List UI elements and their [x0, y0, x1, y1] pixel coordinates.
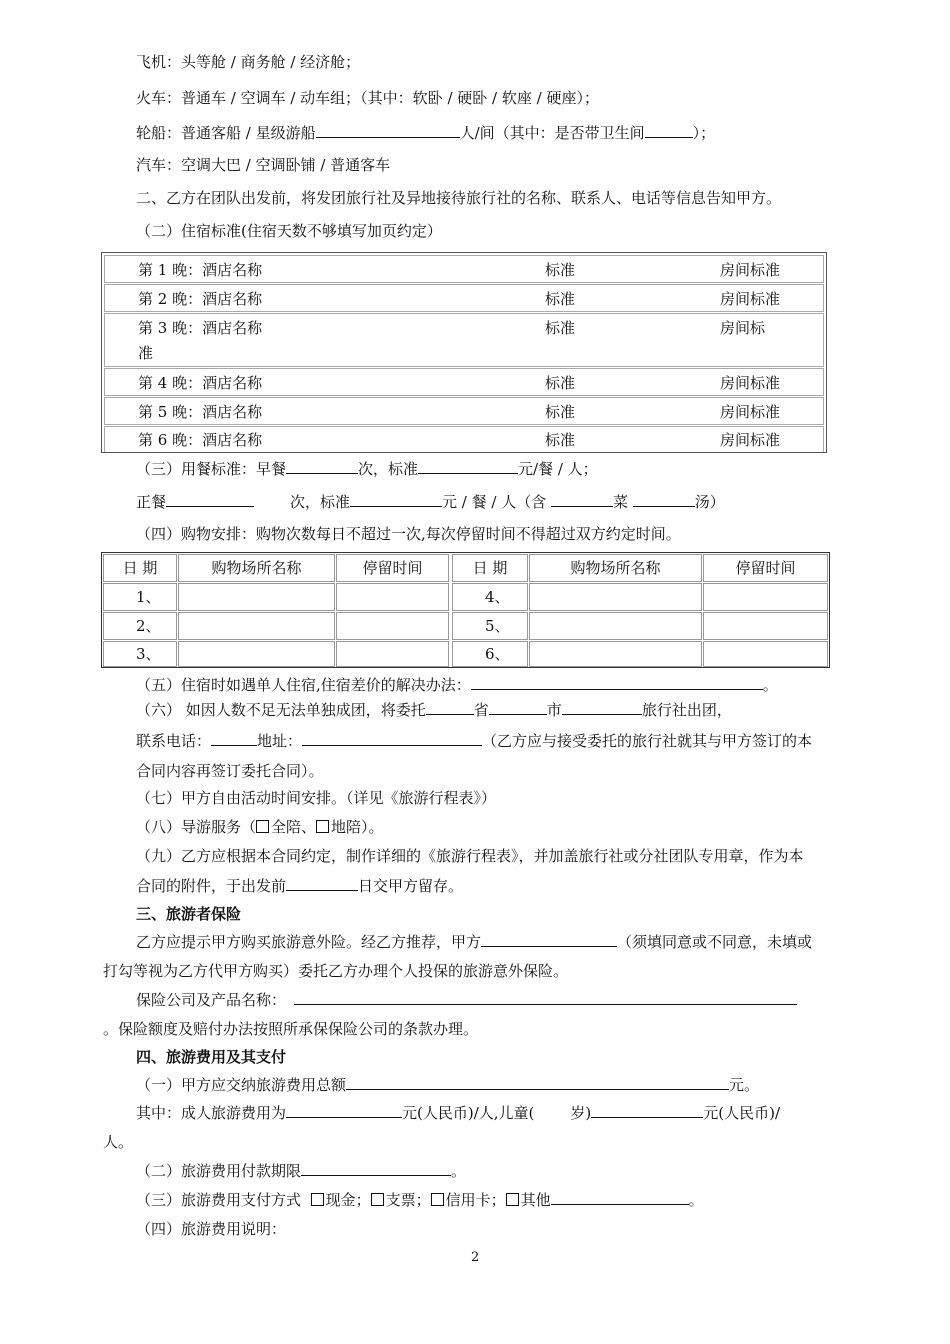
room-standard-wrap: 准: [138, 344, 154, 362]
night-label: 第 1 晚：酒店名称: [138, 261, 263, 279]
stay-cell[interactable]: [703, 612, 828, 640]
fees-method-line: [136, 1190, 704, 1210]
fees-text: 现金；: [325, 1191, 371, 1209]
meals-text: 菜: [613, 493, 629, 511]
child-fee-blank[interactable]: [591, 1103, 703, 1118]
stay-cell[interactable]: [336, 641, 449, 667]
lodging-row: [104, 426, 824, 452]
soup-blank[interactable]: [633, 492, 695, 507]
date-cell: 3、: [103, 641, 177, 667]
col-stay: 停留时间: [703, 554, 828, 582]
place-cell[interactable]: [178, 583, 335, 611]
meals-text: 元/餐 / 人；: [518, 460, 598, 478]
lodging-row: [104, 313, 824, 367]
fees-text: 信用卡；: [445, 1191, 506, 1209]
meals-text: 汤）: [694, 493, 725, 511]
address-blank[interactable]: [302, 731, 482, 746]
night-label: 第 5 晚：酒店名称: [138, 403, 263, 421]
standard-label: 标准: [545, 261, 576, 279]
standard-label: 标准: [545, 319, 576, 337]
guide-text: 全陪、: [271, 818, 317, 836]
delegate-text: 旅行社出团，: [641, 701, 732, 719]
room-standard-label: 房间标准: [720, 290, 781, 308]
meals-text: （三）用餐标准：早餐: [136, 460, 287, 478]
insurance-consent-blank[interactable]: [481, 932, 617, 947]
night-label: 第 3 晚：酒店名称: [138, 319, 263, 337]
fees-text: 其中：成人旅游费用为: [136, 1104, 287, 1122]
meals-line-1: [136, 459, 598, 479]
transport-ship: [136, 123, 715, 143]
meals-text: 次，标准: [358, 460, 419, 478]
local-guide-checkbox[interactable]: [316, 820, 329, 833]
notify-paragraph: 二、乙方在团队出发前，将发团旅行社及异地接待旅行社的名称、联系人、电话等信息告知甲方。: [136, 189, 782, 207]
stay-cell[interactable]: [703, 641, 828, 667]
lodging-table: [101, 252, 827, 453]
itinerary-text: 日交甲方留存。: [358, 877, 464, 895]
fees-deadline-line: [136, 1161, 466, 1181]
fees-text: 。: [688, 1191, 704, 1209]
fees-text: 。: [451, 1162, 467, 1180]
payment-deadline-blank[interactable]: [301, 1161, 451, 1176]
ship-text-b: 人/间（其中：是否带卫生间: [459, 124, 645, 142]
guide-text: （八）导游服务（: [136, 818, 257, 836]
delegate-line-1: [136, 700, 732, 720]
breakfast-standard-blank[interactable]: [418, 459, 518, 474]
standard-label: 标准: [545, 403, 576, 421]
meals-text: 元 / 餐 / 人（含: [442, 493, 547, 511]
fees-breakdown-line: [136, 1103, 780, 1123]
fees-text: 其他: [520, 1191, 551, 1209]
date-cell: 1、: [103, 583, 177, 611]
col-stay: 停留时间: [336, 554, 449, 582]
adult-fee-blank[interactable]: [286, 1103, 402, 1118]
itinerary-line-1: （九）乙方应根据本合同约定，制作详细的《旅游行程表》，并加盖旅行社或分社团队专用章，作为本: [136, 847, 804, 865]
lodging-row: [104, 284, 824, 312]
full-escort-checkbox[interactable]: [256, 820, 269, 833]
shopping-table: [101, 552, 830, 668]
dinner-count-blank[interactable]: [166, 492, 254, 507]
transport-plane: 飞机：头等舱 / 商务舱 / 经济舱；: [136, 53, 361, 71]
insurance-text: 乙方应提示甲方购买旅游意外险。经乙方推荐，甲方: [136, 933, 482, 951]
guide-line: [136, 817, 384, 837]
fees-notes-line: （四）旅游费用说明：: [136, 1220, 287, 1238]
insurer-product-blank[interactable]: [294, 990, 797, 1005]
meals-text: 次，标准: [290, 493, 351, 511]
insurance-heading: 三、旅游者保险: [136, 905, 242, 923]
credit-card-checkbox[interactable]: [431, 1193, 444, 1206]
night-label: 第 4 晚：酒店名称: [138, 374, 263, 392]
place-cell[interactable]: [529, 641, 702, 667]
room-standard-label: 房间标准: [720, 374, 781, 392]
ship-text-a: 轮船：普通客船 / 星级游船: [136, 124, 316, 142]
insurance-line-3: [136, 990, 797, 1010]
insurance-line-2: 打勾等视为乙方代甲方购买）委托乙方办理个人投保的旅游意外保险。: [103, 962, 569, 980]
place-cell[interactable]: [529, 583, 702, 611]
stay-cell[interactable]: [336, 612, 449, 640]
meals-line-2: [136, 492, 725, 512]
itinerary-line-2: [136, 876, 463, 896]
col-date: 日 期: [103, 554, 177, 582]
cheque-checkbox[interactable]: [371, 1193, 384, 1206]
fees-text: 元(人民币)/: [703, 1104, 781, 1122]
insurance-text: （须填同意或不同意，未填或: [617, 933, 813, 951]
province-blank[interactable]: [426, 700, 474, 715]
itinerary-days-blank[interactable]: [286, 876, 358, 891]
lodging-heading: （二）住宿标准(住宿天数不够填写加页约定）: [136, 222, 442, 240]
itinerary-text: 合同的附件，于出发前: [136, 877, 287, 895]
fees-heading: 四、旅游费用及其支付: [136, 1048, 287, 1066]
breakfast-count-blank[interactable]: [286, 459, 358, 474]
transport-train: 火车：普通车 / 空调车 / 动车组；（其中：软卧 / 硬卧 / 软座 / 硬座）；: [136, 89, 599, 107]
phone-blank[interactable]: [211, 731, 257, 746]
delegate-text: 省: [473, 701, 489, 719]
place-cell[interactable]: [529, 612, 702, 640]
fees-total-line: [136, 1075, 759, 1095]
room-standard-label: 房间标准: [720, 403, 781, 421]
standard-label: 标准: [545, 431, 576, 449]
fees-text: 岁): [570, 1104, 592, 1122]
delegate-text: （乙方应与接受委托的旅行社就其与甲方签订的本: [482, 732, 813, 750]
cash-checkbox[interactable]: [311, 1193, 324, 1206]
shopping-heading: （四）购物安排：购物次数每日不超过一次,每次停留时间不得超过双方约定时间。: [136, 525, 681, 543]
night-label: 第 2 晚：酒店名称: [138, 290, 263, 308]
room-standard-label: 房间标准: [720, 261, 781, 279]
delegate-text: 联系电话：: [136, 732, 212, 750]
col-place: 购物场所名称: [178, 554, 335, 582]
stay-cell[interactable]: [703, 583, 828, 611]
fees-text: （一）甲方应交纳旅游费用总额: [136, 1076, 347, 1094]
col-place: 购物场所名称: [529, 554, 702, 582]
fees-text: 元(人民币)/人,儿童(: [402, 1104, 535, 1122]
fees-breakdown-wrap: 人。: [103, 1133, 134, 1151]
delegate-line-2: [136, 731, 812, 751]
meals-text: 正餐: [136, 493, 167, 511]
transport-bus: 汽车：空调大巴 / 空调卧铺 / 普通客车: [136, 156, 391, 174]
guide-text: 地陪）。: [331, 818, 384, 836]
dinner-standard-blank[interactable]: [350, 492, 442, 507]
fees-text: （二）旅游费用付款期限: [136, 1162, 302, 1180]
standard-label: 标准: [545, 374, 576, 392]
delegate-text: 地址：: [257, 732, 303, 750]
single-room-end: 。: [762, 676, 778, 694]
room-standard-label: 房间标: [720, 319, 766, 337]
delegate-text: 市: [546, 701, 562, 719]
lodging-row: [104, 397, 824, 425]
total-fee-blank[interactable]: [346, 1075, 729, 1090]
fees-text: （三）旅游费用支付方式: [136, 1191, 302, 1209]
standard-label: 标准: [545, 290, 576, 308]
lodging-row: [104, 255, 824, 283]
lodging-row: [104, 368, 824, 396]
place-cell[interactable]: [178, 641, 335, 667]
insurance-line-4: 。保险额度及赔付办法按照所承保保险公司的条款办理。: [103, 1020, 479, 1038]
col-date: 日 期: [452, 554, 528, 582]
other-method-blank[interactable]: [551, 1190, 689, 1205]
fees-text: 支票；: [385, 1191, 431, 1209]
insurance-line-1: [136, 932, 812, 952]
date-cell: 4、: [452, 583, 528, 611]
ship-blank-bathroom[interactable]: [645, 123, 693, 138]
delegate-line-3: 合同内容再签订委托合同）。: [136, 762, 324, 780]
single-room-text: （五）住宿时如遇单人住宿,住宿差价的解决办法：: [136, 676, 471, 694]
free-time-line: （七）甲方自由活动时间安排。（详见《旅游行程表》）: [136, 789, 497, 807]
date-cell: 5、: [452, 612, 528, 640]
room-standard-label: 房间标准: [720, 431, 781, 449]
other-checkbox[interactable]: [506, 1193, 519, 1206]
stay-cell[interactable]: [336, 583, 449, 611]
ship-text-c: ）；: [692, 124, 716, 142]
place-cell[interactable]: [178, 612, 335, 640]
date-cell: 6、: [452, 641, 528, 667]
page-number: 2: [471, 1250, 480, 1265]
single-room-blank[interactable]: [471, 675, 763, 690]
ship-blank-room[interactable]: [316, 123, 460, 138]
single-room-line: [136, 675, 778, 695]
dishes-blank[interactable]: [551, 492, 613, 507]
agency-blank[interactable]: [562, 700, 642, 715]
insurance-text: 保险公司及产品名称：: [136, 991, 287, 1009]
fees-text: 元。: [729, 1076, 760, 1094]
city-blank[interactable]: [489, 700, 547, 715]
night-label: 第 6 晚：酒店名称: [138, 431, 263, 449]
date-cell: 2、: [103, 612, 177, 640]
delegate-text: （六） 如因人数不足无法单独成团，将委托: [136, 701, 426, 719]
